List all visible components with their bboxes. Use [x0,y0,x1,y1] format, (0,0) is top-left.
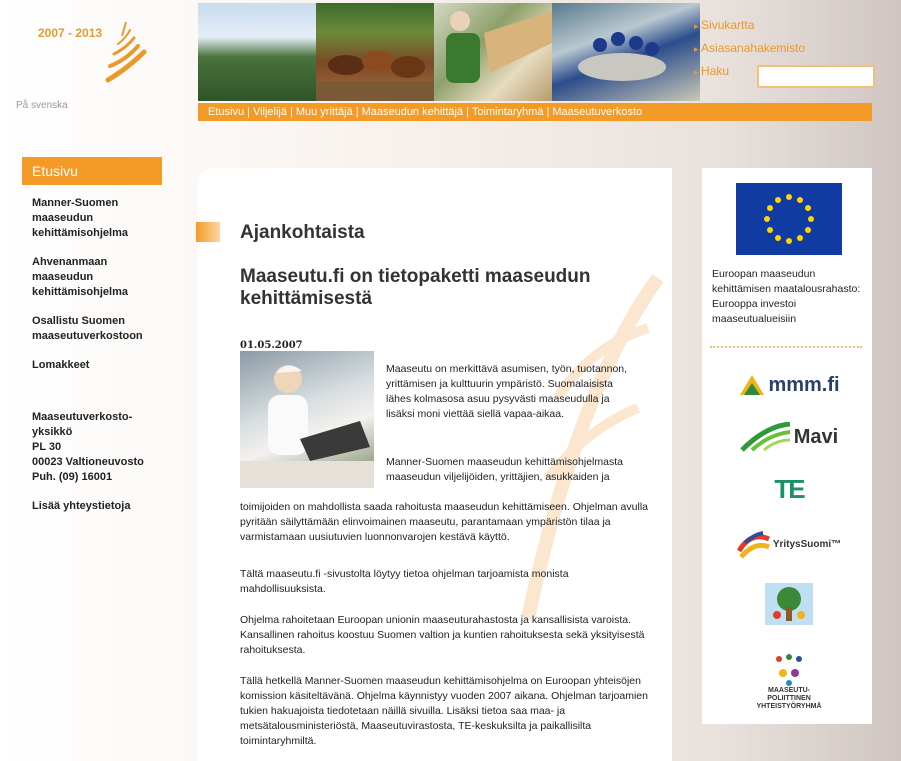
article-paragraph: Tältä maaseutu.fi -sivustolta löytyy tietoa ohjelman tarjoamista monista mahdollisuuksista. [240,568,569,595]
maaseutupoliittinen-logo-link[interactable] [730,645,848,717]
nav-item-etusivu[interactable]: Etusivu [208,106,245,118]
nav-item-toimintaryhma[interactable]: Toimintaryhmä [471,106,544,118]
nav-separator: | [466,106,469,118]
left-link-verkosto[interactable]: Osallistu Suomen maaseutuverkostoon [32,315,143,342]
cows-illustration [316,3,434,101]
nav-item-viljelija[interactable]: Viljelijä [252,106,287,118]
mavi-logo-link[interactable] [730,418,848,456]
keyword-index-link[interactable]: ▸ Asiasanahakemisto [694,41,805,55]
maaseutu-figures-icon [769,651,809,687]
header-photo-cows [316,3,434,101]
eu-stars-icon [736,183,842,255]
mmm-logo-text: mmm.fi [768,373,840,396]
contact-info [32,410,162,485]
article-paragraph: Maaseutu on merkittävä asumisen, työn, tuotannon, yrittämisen ja kulttuurin ympäristö. Suomalaisista lähes kolmasosa asuu pysyvästi maaseudulla ja lisäksi moni viettää siellä vapaa-aikaa. [386,363,628,420]
contact-line: Maaseutuverkosto- [32,411,133,423]
article-title: Maaseutu.fi on tietopaketti maaseudun kehittämisestä [240,266,591,309]
search-label[interactable]: ▸ Haku [694,64,805,78]
header-photo-landscape [198,3,316,101]
article-date: 01.05.2007 [240,340,303,351]
nav-separator: | [546,106,550,118]
article-photo-woman-laptop [240,351,374,488]
contact-line: Puh. (09) 16001 [32,471,113,483]
article-paragraph: Manner-Suomen maaseudun kehittämisohjelmasta maaseudun viljelijöiden, yrittäjien, asukkaiden ja [386,456,623,483]
youth-tree-icon [763,581,815,627]
language-link-swedish[interactable]: På svenska [16,100,68,111]
mavi-stripes-icon [740,422,792,452]
nav-separator: | [247,106,250,118]
maaseutu-logo-line: MAASEUTU- [768,687,810,694]
top-navigation [198,103,872,121]
site-logo[interactable] [38,18,148,88]
maaseutu-logo-line: YHTEISTYÖRYHMÄ [756,703,822,710]
left-menu [32,196,162,387]
woodworker-illustration [434,3,552,101]
contact-line: PL 30 [32,441,62,453]
maaseutu-logo-line: POLIITTINEN [767,695,811,702]
section-marker [196,222,220,242]
contact-line: yksikkö [32,426,73,438]
logo-years: 2007 - 2013 [38,26,103,40]
article-paragraph: Tällä hetkellä Manner-Suomen maaseudun kehittämisohjelma on Euroopan yhteisöjen komission käsiteltävänä. Ohjelma käynnistyy vuoden 2007 aikana. Ohjelman tarjoamien tukien hakuajoista tiedotetaan näillä sivuilla. Lisäksi tietoa saa maa- ja metsätalousministeriöstä, Maaseutuvirastosta, TE-keskuksilta ja paikallisilta toimintaryhmiltä. [240,675,648,747]
nav-item-muu-yrittaja[interactable]: Muu yrittäjä [295,106,353,118]
left-link-ahvenanmaa[interactable]: Ahvenanmaan maaseudun kehittämisohjelma [32,256,128,298]
left-menu-header[interactable]: Etusivu [22,157,162,185]
yritys-suomi-logo-link[interactable] [730,524,848,564]
wheat-logo-icon [100,18,148,84]
rafting-illustration [552,3,700,101]
mmm-logo-link[interactable] [730,367,848,403]
mmm-triangle-icon [738,373,766,397]
nav-separator: | [289,106,293,118]
te-logo-link[interactable] [730,470,848,508]
eu-flag-icon[interactable] [736,183,842,255]
eu-fund-text: Euroopan maaseudun kehittämisen maatalousrahasto: Eurooppa investoi maaseutualueisiin [712,268,861,325]
nav-separator: | [355,106,359,118]
header-photo-rafting [552,3,700,101]
sitemap-link[interactable]: ▸ Sivukartta [694,18,805,32]
header-photo-strip [198,3,700,101]
search-input[interactable] [757,65,875,88]
left-link-lomakkeet[interactable]: Lomakkeet [32,359,90,371]
yritys-suomi-swirl-icon [737,529,771,559]
article-paragraph: toimijoiden on mahdollista saada rahoitusta maaseudun kehittämiseen. Ohjelman avulla pyritään säilyttämään elinvoimainen maaseutu, parantamaan ympäristön tilaa ja varmistamaan uusiutuvien luonnonvarojen kestävä käyttö. [240,501,648,543]
yritys-suomi-logo-text: YritysSuomi™ [772,538,842,550]
nav-item-maaseutuverkosto[interactable]: Maaseutuverkosto [552,106,643,118]
youth-logo-link[interactable] [730,580,848,628]
contact-line: 00023 Valtioneuvosto [32,456,144,468]
nav-item-maaseudun-kehittaja[interactable]: Maaseudun kehittäjä [361,106,464,118]
left-link-manner-suomi[interactable]: Manner-Suomen maaseudun kehittämisohjelma [32,197,128,239]
more-contact-link[interactable]: Lisää yhteystietoja [32,500,131,512]
article-paragraph: Ohjelma rahoitetaan Euroopan unionin maaseuturahastosta ja kansallisista varoista. Kansallinen rahoitus koostuu Suomen valtion ja kuntien rahoituksesta sekä yksityisestä rahoituksesta. [240,614,645,656]
header-photo-woodworker [434,3,552,101]
mavi-logo-text: Mavi [793,425,839,448]
sidebar-divider [710,346,862,348]
te-logo-text: TE [774,473,804,504]
woman-laptop-illustration [240,351,374,488]
section-title: Ajankohtaista [240,222,365,243]
